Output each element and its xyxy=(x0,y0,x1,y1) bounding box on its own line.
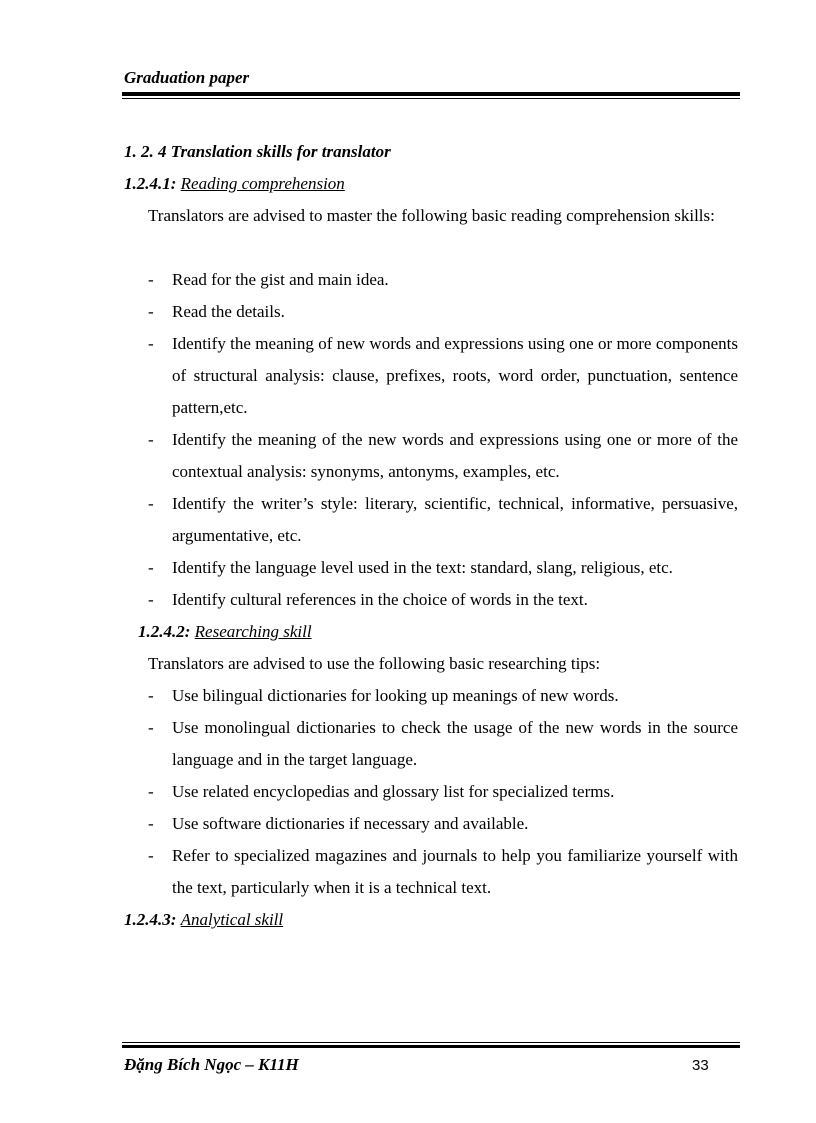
footer-author: Đặng Bích Ngọc – K11H xyxy=(124,1055,299,1074)
list-item: - Read for the gist and main idea. xyxy=(148,264,738,296)
subsection-heading-researching xyxy=(124,616,738,648)
page-number: 33 xyxy=(692,1057,709,1074)
list-item: - Identify the meaning of new words and expressions using one or more components of structural analysis: clause, prefixes, roots, word order, punctuation, sentence pattern,etc. xyxy=(148,328,738,424)
paragraph-reading-intro: Translators are advised to master the following basic reading comprehension skills: xyxy=(148,206,715,225)
page-body xyxy=(124,136,738,936)
header-rule-thick xyxy=(122,92,740,96)
section-title: 1. 2. 4 Translation skills for translator xyxy=(124,142,391,161)
footer-rule-thick xyxy=(122,1045,740,1048)
subsection-name: Analytical skill xyxy=(180,910,284,929)
subsection-name: Reading comprehension xyxy=(180,174,345,193)
subsection-number: 1.2.4.1: xyxy=(124,174,177,193)
list-item: - Refer to specialized magazines and journals to help you familiarize yourself with the text, particularly when it is a technical text. xyxy=(148,840,738,904)
list-item: - Use bilingual dictionaries for looking up meanings of new words. xyxy=(148,680,738,712)
footer-rule-thin xyxy=(122,1042,740,1043)
subsection-number: 1.2.4.3: xyxy=(124,910,177,929)
paragraph-researching-intro: Translators are advised to use the following basic researching tips: xyxy=(148,654,601,673)
subsection-name: Researching skill xyxy=(194,622,312,641)
list-item: - Identify cultural references in the choice of words in the text. xyxy=(148,584,738,616)
list-item: - Read the details. xyxy=(148,296,738,328)
subsection-heading-reading xyxy=(124,168,738,200)
list-item: - Identify the language level used in the text: standard, slang, religious, etc. xyxy=(148,552,738,584)
researching-tips-list xyxy=(124,680,738,904)
list-item: - Use related encyclopedias and glossary list for specialized terms. xyxy=(148,776,738,808)
running-header: Graduation paper xyxy=(124,68,250,87)
header-rule-thin xyxy=(122,98,740,99)
subsection-number: 1.2.4.2: xyxy=(138,622,191,641)
list-item: - Use software dictionaries if necessary and available. xyxy=(148,808,738,840)
list-item: - Identify the meaning of the new words and expressions using one or more of the contextual analysis: synonyms, antonyms, examples, etc. xyxy=(148,424,738,488)
reading-skills-list xyxy=(124,264,738,616)
subsection-heading-analytical xyxy=(124,904,738,936)
list-item: - Use monolingual dictionaries to check the usage of the new words in the source language and in the target language. xyxy=(148,712,738,776)
spacer xyxy=(124,232,738,264)
list-item: - Identify the writer’s style: literary, scientific, technical, informative, persuasive, argumentative, etc. xyxy=(148,488,738,552)
